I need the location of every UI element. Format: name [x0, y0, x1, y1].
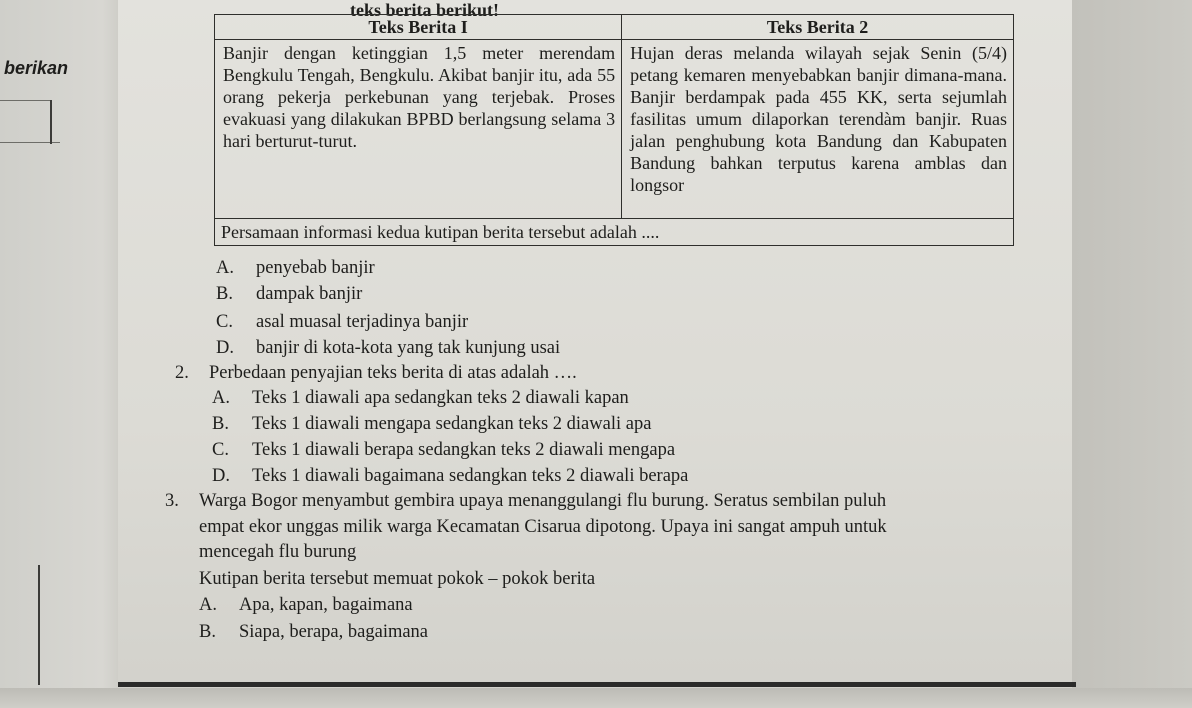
q2-option-a: A. Teks 1 diawali apa sedangkan teks 2 diawali kapan — [212, 388, 629, 408]
q2-question: 2. Perbedaan penyajian teks berita di atas adalah …. — [175, 363, 577, 383]
q2-option-b: B. Teks 1 diawali mengapa sedangkan teks 2 diawali apa — [212, 414, 652, 434]
teks-berita-1: Banjir dengan ketinggian 1,5 meter merendam Bengkulu Tengah, Bengkulu. Akibat banjir itu, ada 55 orang pekerja perkebunan yang terjebak. Proses evakuasi yang dilakukan BPBD berlangsung selama 3 hari berturut-turut. — [215, 40, 622, 219]
q1-question: Persamaan informasi kedua kutipan berita tersebut adalah .... — [215, 219, 1014, 246]
q2-option-d: D. Teks 1 diawali bagaimana sedangkan teks 2 diawali berapa — [212, 466, 689, 486]
header-teks-berita-2: Teks Berita 2 — [622, 15, 1014, 40]
left-rule — [0, 100, 52, 101]
page-bottom-edge — [0, 688, 1192, 708]
left-page — [0, 0, 128, 708]
q2-option-c: C. Teks 1 diawali berapa sedangkan teks 2 diawali mengapa — [212, 440, 676, 460]
q3-prompt: Kutipan berita tersebut memuat pokok – pokok berita — [199, 569, 596, 589]
q1-option-b: B. dampak banjir — [216, 284, 363, 304]
bottom-rule — [118, 682, 1076, 687]
left-rule — [50, 100, 52, 144]
teks-berita-2: Hujan deras melanda wilayah sejak Senin (5/4) petang kemaren menyebabkan banjir dimana-mana. Banjir berdampak pada 455 KK, serta sejumlah fasilitas umum dilaporkan terendàm banjir. Ruas jalan penghubung kota Bandung dan Kabupaten Bandung bahkan terputus karena amblas dan longsor — [622, 40, 1014, 219]
page-edge — [1072, 0, 1192, 708]
header-teks-berita-1: Teks Berita I — [215, 15, 622, 40]
q3-option-b: B. Siapa, berapa, bagaimana — [199, 622, 429, 642]
q3-line-3: mencegah flu burung — [199, 542, 357, 562]
q3-line-2: empat ekor unggas milik warga Kecamatan Cisarua dipotong. Upaya ini sangat ampuh untuk — [199, 517, 887, 537]
q3-option-a: A. Apa, kapan, bagaimana — [199, 595, 413, 615]
left-rule — [38, 565, 40, 685]
left-margin-word: berikan — [4, 58, 69, 78]
q1-option-d: D. banjir di kota-kota yang tak kunjung usai — [216, 338, 561, 358]
intro-text: teks berita berikut! — [350, 0, 499, 20]
news-table — [214, 14, 1014, 246]
q1-option-c: C. asal muasal terjadinya banjir — [216, 312, 469, 332]
q1-option-a: A. penyebab banjir — [216, 258, 375, 278]
q3-question: 3. Warga Bogor menyambut gembira upaya menanggulangi flu burung. Seratus sembilan puluh — [165, 491, 887, 511]
